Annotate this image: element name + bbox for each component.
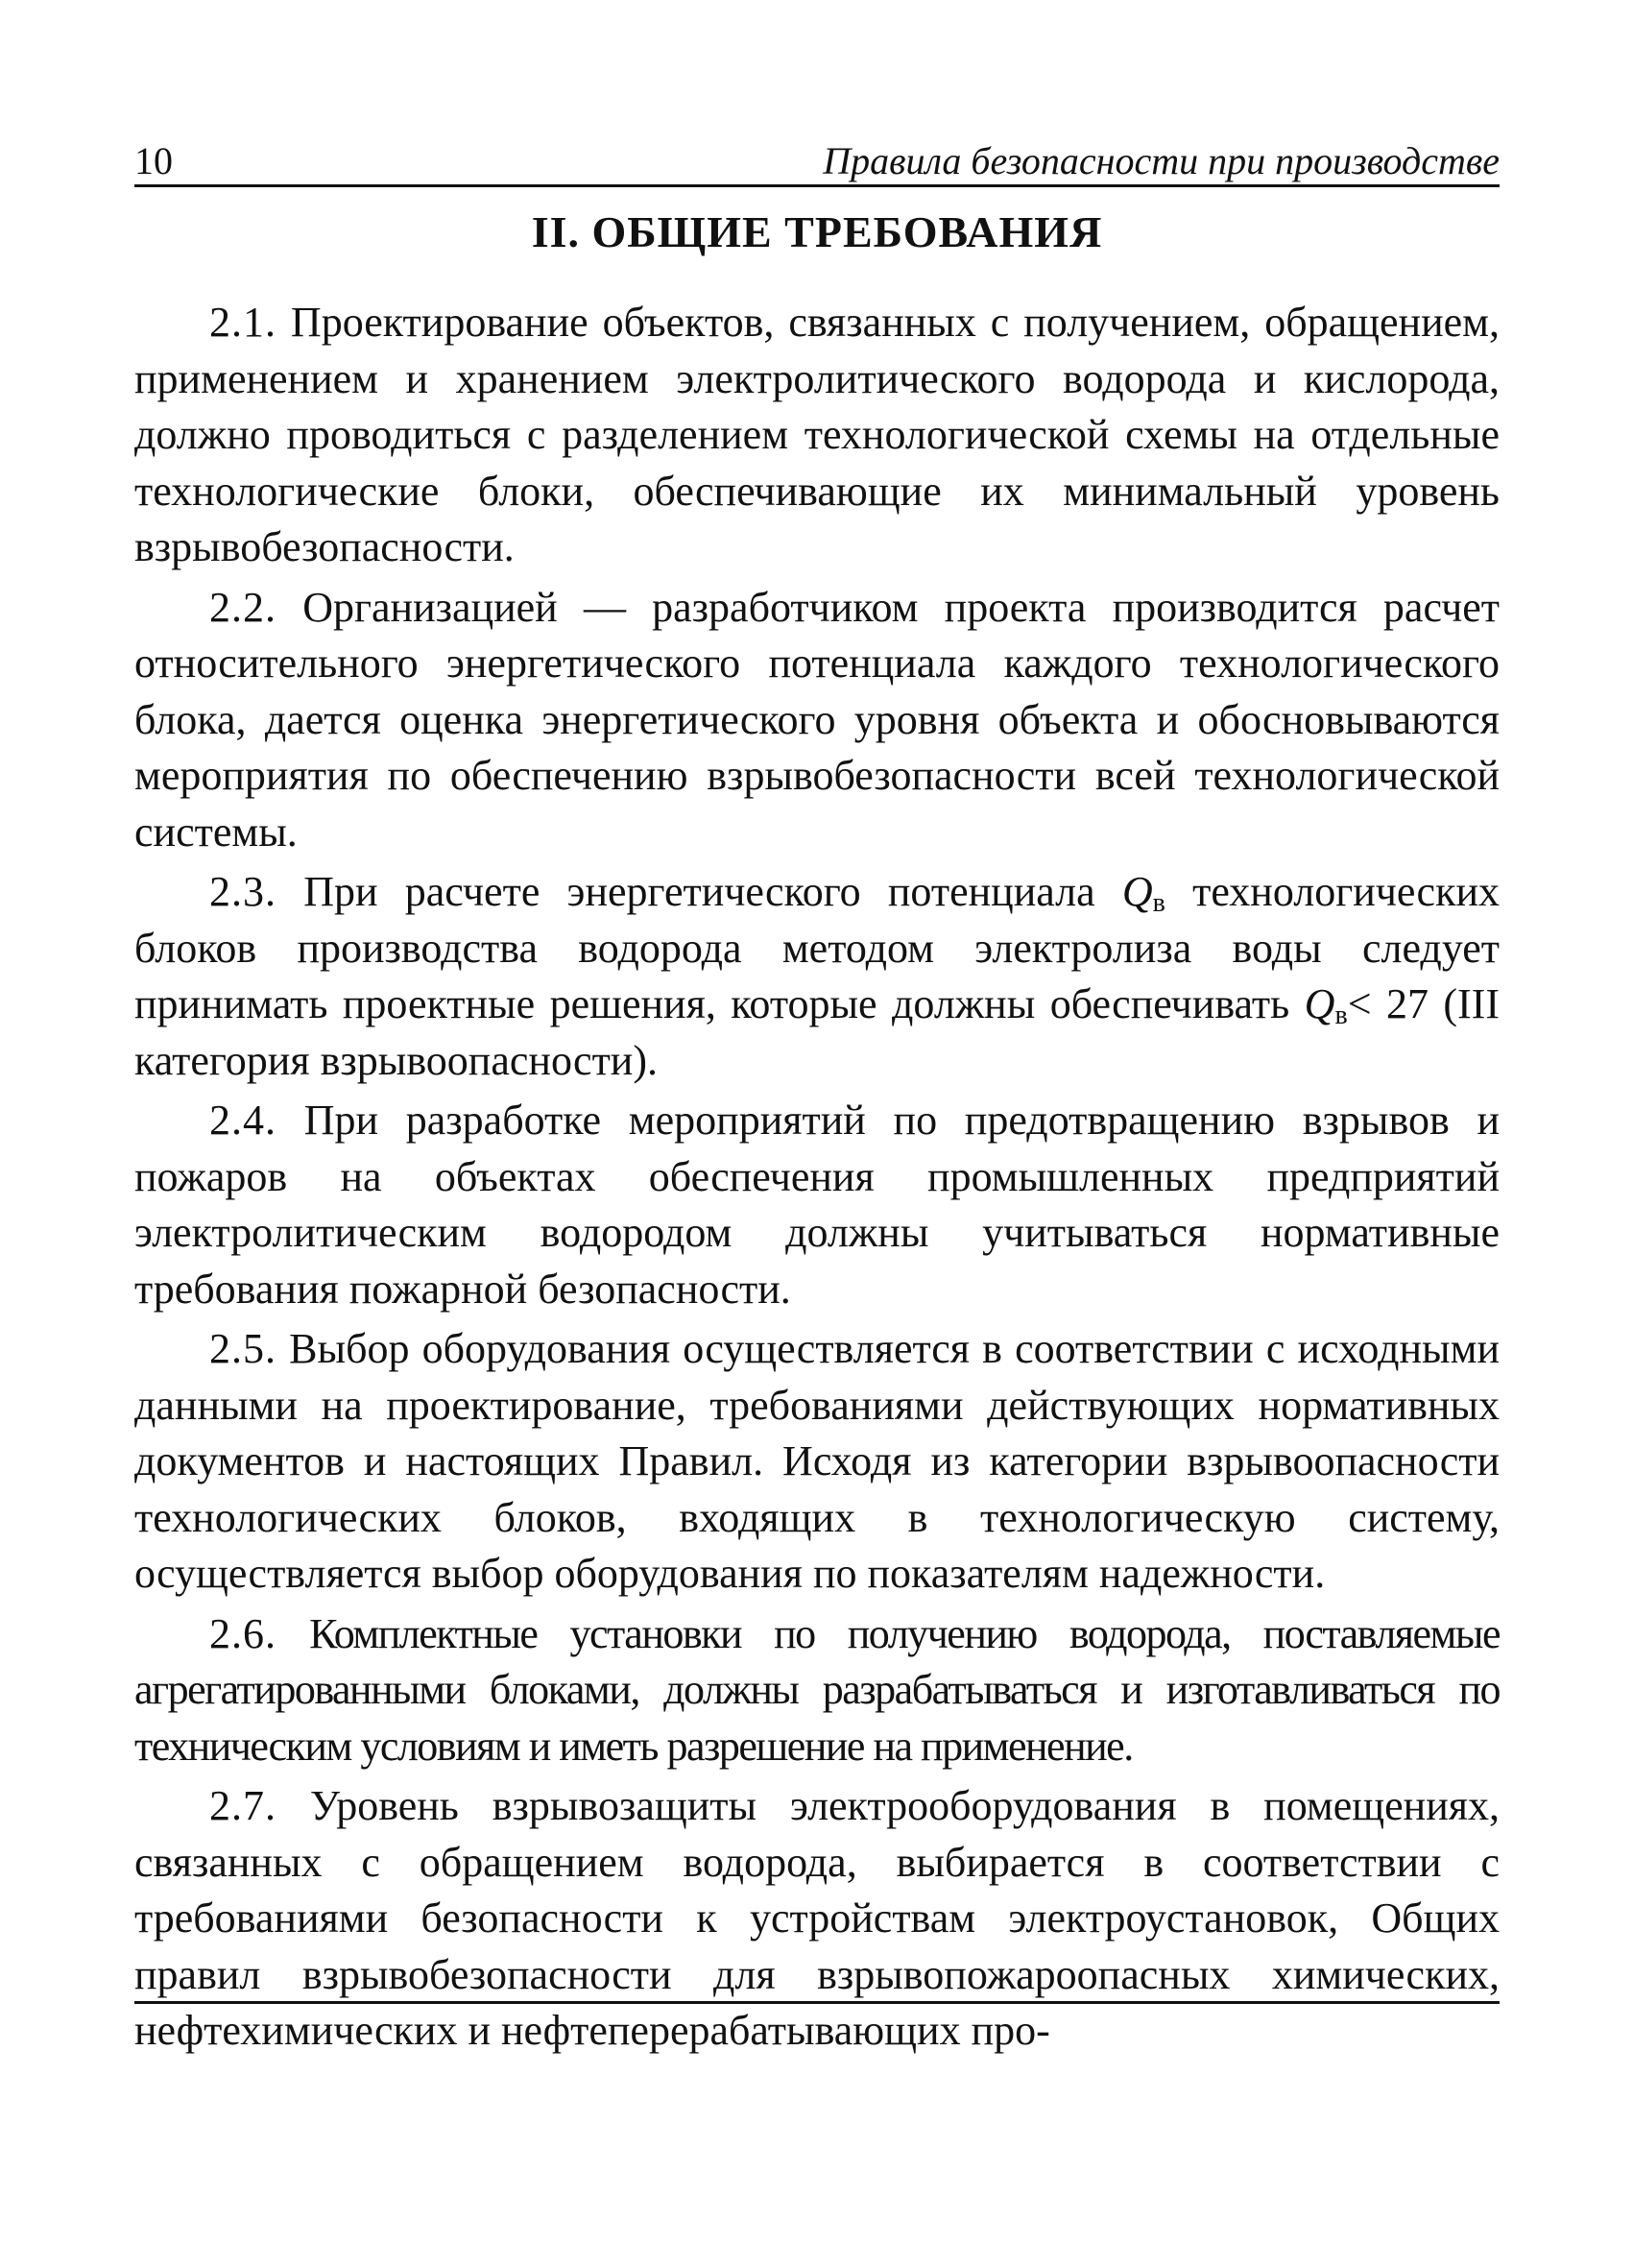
paragraph-text: Комплектные установки по получению водорода, поставляемые агрегатированными блоками, должны разрабатываться и изготавливаться по техническим условиям и иметь разрешение на применение. <box>134 1609 1500 1770</box>
paragraph-text: Организацией — разработчиком проекта производится расчет относительного энергетического потенциала каждого технологического блока, дается оценка энергетического уровня объекта и обосновываются мероприятия по обеспечению взрывобезопасности всей технологической системы. <box>134 583 1500 856</box>
page-number: 10 <box>134 139 173 182</box>
q-letter: Q <box>1121 868 1153 915</box>
paragraph-text: технологических блоков производства водорода методом электролиза воды следует принимать проектные решения, которые должны обеспечивать <box>134 868 1501 1027</box>
running-title: Правила безопасности при производстве <box>823 139 1500 182</box>
paragraph-text: Выбор оборудования осуществляется в соответствии с исходными данными на проектирование, требованиями действующих нормативных документов и настоящих Правил. Исходя из категории взрывоопасности технологических блоков, входящих в технологическую систему, осуществляется выбор оборудования по показателям надежности. <box>134 1325 1500 1597</box>
paragraph-text: При разработке мероприятий по предотвращению взрывов и пожаров на объектах обеспечения промышленных предприятий электролитическим водородом должны учитываться нормативные требования пожарной безопасности. <box>134 1097 1500 1313</box>
paragraph-2-4 <box>134 1093 1500 1317</box>
book-page <box>134 134 1500 2063</box>
paragraph-2-7 <box>134 1778 1500 2060</box>
energy-potential-symbol <box>1304 980 1348 1030</box>
paragraph-2-5 <box>134 1321 1500 1603</box>
bottom-rule <box>134 2001 1500 2004</box>
paragraph-number: 2.6. <box>209 1609 276 1657</box>
paragraph-2-2 <box>134 580 1500 861</box>
paragraph-2-3 <box>134 864 1500 1089</box>
paragraph-number: 2.3. <box>209 868 276 915</box>
paragraph-number: 2.1. <box>209 299 276 346</box>
q-subscript: в <box>1152 888 1165 918</box>
paragraph-text: < 27 (III категория взрывоопасности). <box>134 980 1500 1084</box>
q-letter: Q <box>1304 980 1335 1027</box>
paragraph-number: 2.5. <box>209 1325 276 1372</box>
paragraph-number: 2.7. <box>209 1782 276 1829</box>
paragraph-text: Уровень взрывозащиты электрооборудования в помещениях, связанных с обращением водорода, выбирается в соответствии с требованиями безопасности к устройствам электроустановок, Общих правил взрывобезопасности для взрывопожароопасных химических, нефтехимических и нефтеперерабатывающих про- <box>134 1782 1500 2054</box>
paragraph-text: При расчете энергетического потенциала <box>276 868 1122 915</box>
paragraph-number: 2.2. <box>209 583 276 631</box>
q-subscript: в <box>1334 1001 1348 1030</box>
paragraph-number: 2.4. <box>209 1097 276 1144</box>
running-header <box>134 134 1500 187</box>
section-title: II. ОБЩИЕ ТРЕБОВАНИЯ <box>531 207 1103 256</box>
paragraph-2-6 <box>134 1606 1500 1775</box>
energy-potential-symbol <box>1121 868 1165 918</box>
paragraph-2-1 <box>134 295 1500 576</box>
paragraph-text: Проектирование объектов, связанных с получением, обращением, применением и хранением электролитического водорода и кислорода, должно проводиться с разделением технологической схемы на отдельные технологические блоки, обеспечивающие их минимальный уровень взрывобезопасности. <box>134 299 1500 570</box>
